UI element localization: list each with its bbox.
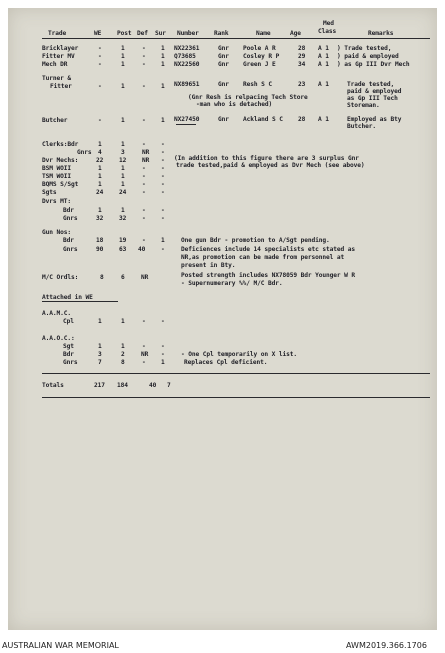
table-row: Dvrs MT: bbox=[42, 198, 72, 205]
footer-source: AUSTRALIAN WAR MEMORIAL bbox=[2, 641, 119, 650]
totals-rule-top bbox=[42, 373, 430, 374]
section-title: Attached in WE bbox=[42, 294, 93, 301]
col-header-remarks: Remarks bbox=[368, 30, 394, 37]
col-header-number: Number bbox=[177, 30, 199, 37]
col-header-rank: Rank bbox=[214, 30, 229, 37]
col-header-def: Def bbox=[137, 30, 148, 37]
clerks-note: (In addition to this figure there are 3 surplus Gnr bbox=[174, 155, 359, 162]
underline bbox=[176, 124, 196, 125]
header-rule bbox=[42, 38, 430, 39]
totals-rule-bottom bbox=[42, 397, 430, 398]
gun-note: NR,as promotion can be made from personnel at bbox=[181, 254, 345, 261]
section-label: A.A.M.C. bbox=[42, 310, 72, 317]
col-header-med: Med bbox=[323, 20, 334, 27]
col-header-class: Class bbox=[318, 28, 337, 35]
col-header-post: Post bbox=[117, 30, 132, 37]
footer-id: AWM2019.366.1706 bbox=[346, 641, 427, 650]
clerks-note: trade tested,paid & employed as Dvr Mech (see above) bbox=[176, 162, 365, 169]
col-header-trade: Trade bbox=[48, 30, 67, 37]
underline bbox=[42, 301, 118, 302]
gun-note: present in Bty. bbox=[181, 262, 236, 269]
col-header-we: WE bbox=[94, 30, 102, 37]
section-label: A.A.O.C.: bbox=[42, 335, 75, 342]
col-header-name: Name bbox=[256, 30, 271, 37]
col-header-age: Age bbox=[290, 30, 301, 37]
section-label: Gun Nos: bbox=[42, 229, 72, 236]
col-header-sur: Sur bbox=[155, 30, 166, 37]
